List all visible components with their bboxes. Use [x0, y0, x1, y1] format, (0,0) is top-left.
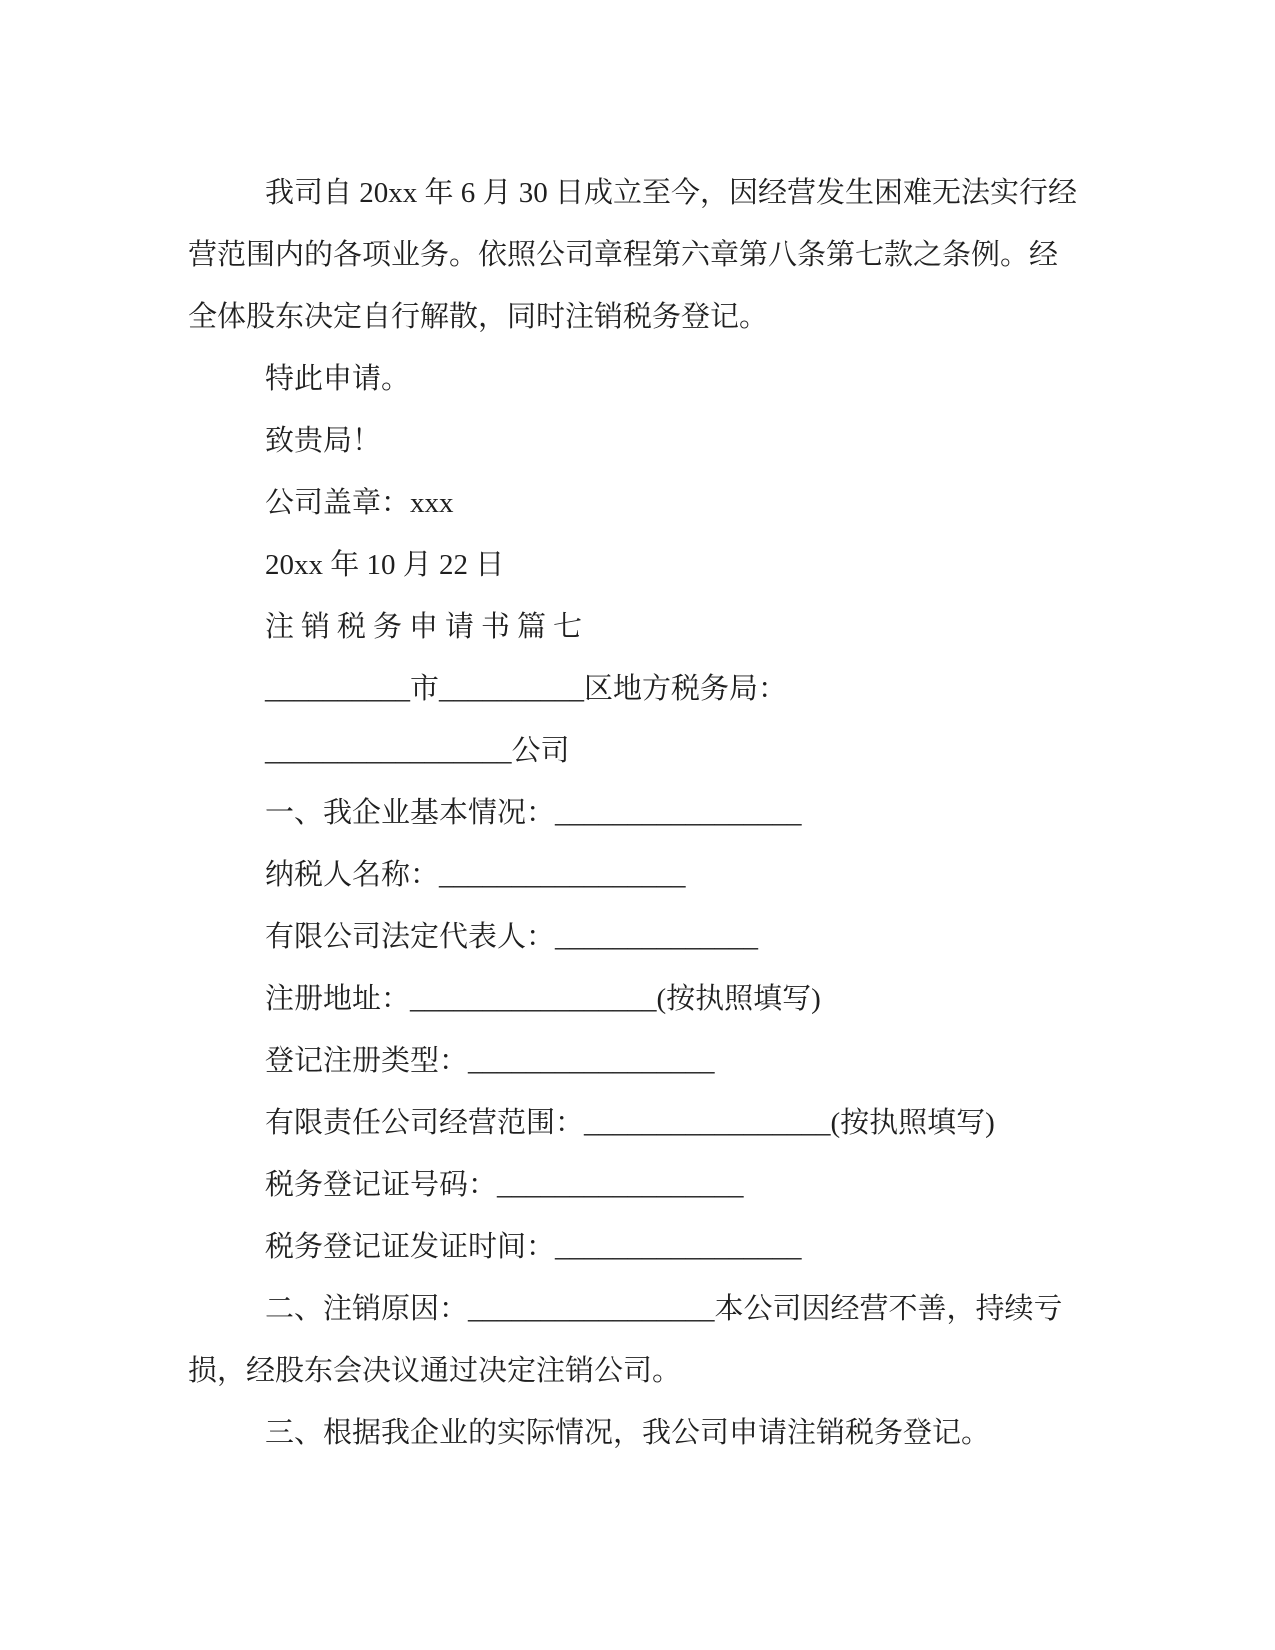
doc-line: 税务登记证号码：_________________	[265, 1169, 744, 1201]
doc-line: 有限公司法定代表人：______________	[265, 921, 759, 953]
doc-line: 税务登记证发证时间：_________________	[265, 1231, 802, 1263]
doc-line: 二、注销原因：_________________本公司因经营不善，持续亏	[265, 1293, 1063, 1325]
doc-line: 注销税务申请书篇七	[265, 611, 590, 643]
doc-line: 损，经股东会决议通过决定注销公司。	[188, 1355, 682, 1387]
doc-line: __________市__________区地方税务局：	[265, 673, 788, 705]
doc-line: 登记注册类型：_________________	[265, 1045, 715, 1077]
doc-line: _________________公司	[265, 735, 570, 767]
document-body	[188, 162, 1078, 1464]
doc-line: 公司盖章：xxx	[265, 487, 454, 519]
doc-line: 我司自 20xx 年 6 月 30 日成立至今，因经营发生困难无法实行经	[265, 177, 1078, 209]
doc-line: 致贵局！	[265, 425, 382, 457]
doc-line: 纳税人名称：_________________	[265, 859, 686, 891]
doc-line: 注册地址：_________________(按执照填写)	[265, 983, 821, 1015]
doc-line: 一、我企业基本情况：_________________	[265, 797, 802, 829]
doc-line: 全体股东决定自行解散，同时注销税务登记。	[188, 301, 769, 333]
doc-line: 有限责任公司经营范围：_________________(按执照填写)	[265, 1107, 995, 1139]
doc-line: 三、根据我企业的实际情况，我公司申请注销税务登记。	[265, 1417, 991, 1449]
doc-line: 20xx 年 10 月 22 日	[265, 549, 505, 581]
doc-line: 营范围内的各项业务。依照公司章程第六章第八条第七款之条例。经	[188, 239, 1059, 271]
doc-line: 特此申请。	[265, 363, 411, 395]
